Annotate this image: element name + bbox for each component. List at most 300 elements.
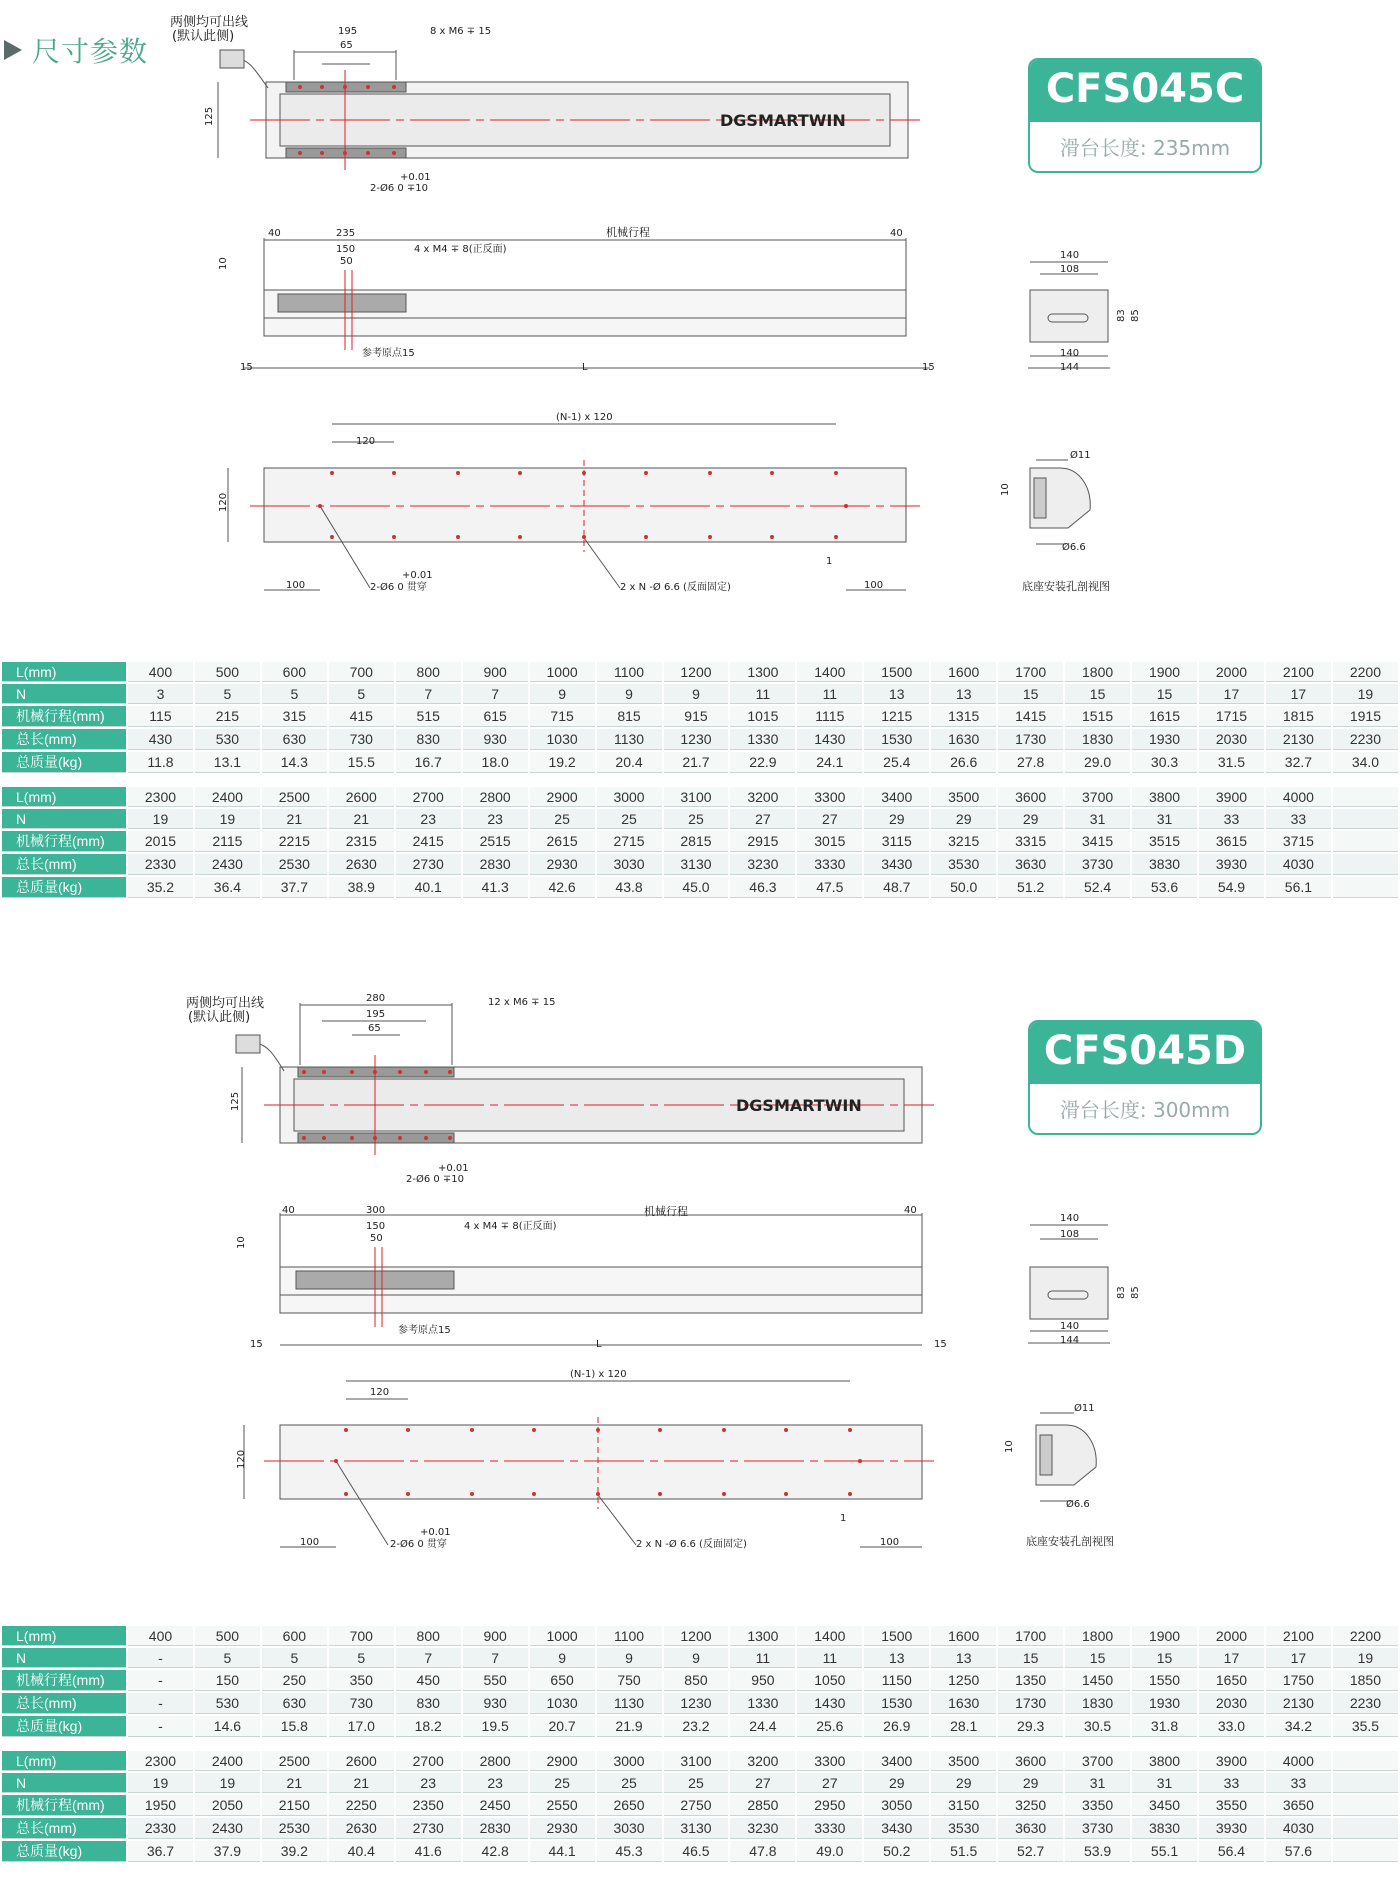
table-cell: 3630 bbox=[998, 854, 1063, 875]
table-cell: 25.4 bbox=[864, 752, 929, 773]
brand-logo: DGSMARTWIN bbox=[736, 1096, 862, 1115]
table-cell: 33 bbox=[1199, 809, 1264, 829]
table-cell: 2100 bbox=[1266, 662, 1331, 682]
table-cell: 2015 bbox=[128, 831, 193, 852]
pin-note: 2-Ø6 0 ∓10 bbox=[406, 1174, 465, 1185]
table-cell: 32.7 bbox=[1266, 752, 1331, 773]
bv-100a: 100 bbox=[300, 1537, 320, 1548]
table-cell: 15.8 bbox=[262, 1716, 327, 1737]
ev-140b: 140 bbox=[1060, 348, 1080, 359]
table-cell: 3200 bbox=[730, 787, 795, 807]
table-cell bbox=[1333, 831, 1398, 852]
ev-140: 140 bbox=[1060, 1213, 1080, 1224]
table-cell: 5 bbox=[329, 684, 394, 704]
table-cell: 2300 bbox=[128, 1751, 193, 1771]
table-cell: 51.5 bbox=[931, 1841, 996, 1862]
table-cell: 2600 bbox=[329, 1751, 394, 1771]
table-cell: 33 bbox=[1266, 809, 1331, 829]
table-cell: 19.5 bbox=[463, 1716, 528, 1737]
row-header: L(mm) bbox=[2, 662, 126, 682]
table-cell: 29 bbox=[864, 1773, 929, 1793]
bv-h120: 120 bbox=[218, 492, 229, 512]
table-cell: 1000 bbox=[530, 662, 595, 682]
table-cell: 19 bbox=[195, 1773, 260, 1793]
table-cell: 45.3 bbox=[597, 1841, 662, 1862]
table-cell: 7 bbox=[396, 1648, 461, 1668]
sv-d10: 10 bbox=[1004, 1440, 1015, 1453]
side-holes: 4 x M4 ∓ 8(正反面) bbox=[464, 1221, 557, 1232]
table-cell: 1550 bbox=[1132, 1670, 1197, 1691]
table-cell: 15.5 bbox=[329, 752, 394, 773]
table-cell: 9 bbox=[530, 684, 595, 704]
table-cell: 17 bbox=[1266, 1648, 1331, 1668]
table-cell: 3450 bbox=[1132, 1795, 1197, 1816]
table-cell: 9 bbox=[597, 684, 662, 704]
cable-note-2: (默认此侧) bbox=[172, 29, 235, 44]
table-cell: 650 bbox=[530, 1670, 595, 1691]
table-cell: 3630 bbox=[998, 1818, 1063, 1839]
dim-195: 195 bbox=[338, 26, 358, 37]
table-cell: 56.1 bbox=[1266, 877, 1331, 898]
table-cell: 3415 bbox=[1065, 831, 1130, 852]
height-125: 125 bbox=[204, 106, 215, 126]
table-cell: 950 bbox=[730, 1670, 795, 1691]
row-header: 机械行程(mm) bbox=[2, 706, 126, 727]
table-cell: 2750 bbox=[664, 1795, 729, 1816]
table-cell: 19 bbox=[195, 809, 260, 829]
spec-table-c1 bbox=[0, 660, 1400, 775]
table-cell: 46.3 bbox=[730, 877, 795, 898]
table-cell: 2450 bbox=[463, 1795, 528, 1816]
table-cell: 1200 bbox=[664, 1626, 729, 1646]
table-cell: 1800 bbox=[1065, 662, 1130, 682]
table-cell: 3715 bbox=[1266, 831, 1331, 852]
table-cell: 27 bbox=[730, 1773, 795, 1793]
bv-1: 1 bbox=[840, 1513, 847, 1524]
table-cell: 1500 bbox=[864, 662, 929, 682]
table-cell: 21.7 bbox=[664, 752, 729, 773]
table-cell: 9 bbox=[530, 1648, 595, 1668]
sv-d11: Ø11 bbox=[1074, 1403, 1095, 1414]
table-cell: 5 bbox=[262, 1648, 327, 1668]
table-cell: 800 bbox=[396, 1626, 461, 1646]
table-cell: 2700 bbox=[396, 787, 461, 807]
spec-table-c2 bbox=[0, 785, 1400, 900]
table-cell: 42.6 bbox=[530, 877, 595, 898]
table-cell: 18.2 bbox=[396, 1716, 461, 1737]
table-cell: 700 bbox=[329, 1626, 394, 1646]
table-cell: 1650 bbox=[1199, 1670, 1264, 1691]
d10: 10 bbox=[218, 257, 229, 270]
table-cell: 3030 bbox=[597, 854, 662, 875]
model-name: CFS045C bbox=[1030, 60, 1260, 122]
table-cell: 2650 bbox=[597, 1795, 662, 1816]
table-cell: 2615 bbox=[530, 831, 595, 852]
bv-pitch: (N-1) x 120 bbox=[556, 412, 613, 423]
bv-pin: 2-Ø6 0 贯穿 bbox=[390, 1539, 447, 1550]
table-cell: 2830 bbox=[463, 854, 528, 875]
table-cell: 500 bbox=[195, 1626, 260, 1646]
table-cell bbox=[1333, 1751, 1398, 1771]
table-cell: 1800 bbox=[1065, 1626, 1130, 1646]
bv-120: 120 bbox=[370, 1387, 390, 1398]
table-cell: 2530 bbox=[262, 1818, 327, 1839]
table-cell: 2315 bbox=[329, 831, 394, 852]
table-cell: 250 bbox=[262, 1670, 327, 1691]
table-cell: 730 bbox=[329, 1693, 394, 1714]
table-cell: 25 bbox=[597, 809, 662, 829]
table-cell: 2800 bbox=[463, 787, 528, 807]
table-cell: 5 bbox=[262, 684, 327, 704]
sv-d66: Ø6.6 bbox=[1066, 1499, 1090, 1510]
table-cell: 830 bbox=[396, 729, 461, 750]
table-cell: 2915 bbox=[730, 831, 795, 852]
table-cell: 3930 bbox=[1199, 1818, 1264, 1839]
table-cell: 29.3 bbox=[998, 1716, 1063, 1737]
tol: +0.01 bbox=[438, 1163, 469, 1174]
table-cell: 17 bbox=[1266, 684, 1331, 704]
table-cell: 1700 bbox=[998, 662, 1063, 682]
bv-tol: +0.01 bbox=[420, 1527, 451, 1538]
table-cell: 1430 bbox=[797, 1693, 862, 1714]
bv-120: 120 bbox=[356, 436, 376, 447]
table-cell: 315 bbox=[262, 706, 327, 727]
table-cell: 2900 bbox=[530, 1751, 595, 1771]
table-cell: 44.1 bbox=[530, 1841, 595, 1862]
ref-origin: 参考原点15 bbox=[362, 348, 415, 359]
table-cell: 3300 bbox=[797, 1751, 862, 1771]
d15b: 15 bbox=[934, 1339, 947, 1350]
d10: 10 bbox=[236, 1236, 247, 1249]
tol: +0.01 bbox=[400, 172, 431, 183]
bottom-view bbox=[228, 424, 920, 590]
table-cell: 41.3 bbox=[463, 877, 528, 898]
table-cell: 3250 bbox=[998, 1795, 1063, 1816]
table-cell: 550 bbox=[463, 1670, 528, 1691]
table-cell: 1915 bbox=[1333, 706, 1398, 727]
stroke: 机械行程 bbox=[606, 226, 650, 239]
table-cell: - bbox=[128, 1648, 193, 1668]
table-cell: 2130 bbox=[1266, 729, 1331, 750]
table-cell: 51.2 bbox=[998, 877, 1063, 898]
table-cell: 730 bbox=[329, 729, 394, 750]
table-cell: 13 bbox=[931, 1648, 996, 1668]
row-header: L(mm) bbox=[2, 1626, 126, 1646]
table-cell: 48.7 bbox=[864, 877, 929, 898]
L: L bbox=[582, 362, 588, 373]
table-cell: 4000 bbox=[1266, 787, 1331, 807]
table-cell: 1530 bbox=[864, 729, 929, 750]
table-cell: 1130 bbox=[597, 1693, 662, 1714]
table-cell: 35.2 bbox=[128, 877, 193, 898]
table-cell: 27 bbox=[730, 809, 795, 829]
table-cell: 52.7 bbox=[998, 1841, 1063, 1862]
table-cell: 1600 bbox=[931, 662, 996, 682]
bv-h120: 120 bbox=[236, 1449, 247, 1469]
table-cell: 2030 bbox=[1199, 1693, 1264, 1714]
table-cell: 2400 bbox=[195, 1751, 260, 1771]
table-cell: 15 bbox=[1065, 684, 1130, 704]
table-cell: 2815 bbox=[664, 831, 729, 852]
table-cell: 45.0 bbox=[664, 877, 729, 898]
table-cell: 2330 bbox=[128, 854, 193, 875]
table-cell: 3130 bbox=[664, 854, 729, 875]
table-cell: 2115 bbox=[195, 831, 260, 852]
table-cell: 1815 bbox=[1266, 706, 1331, 727]
table-cell: 115 bbox=[128, 706, 193, 727]
table-cell: 38.9 bbox=[329, 877, 394, 898]
table-cell: 2130 bbox=[1266, 1693, 1331, 1714]
table-cell: 53.9 bbox=[1065, 1841, 1130, 1862]
table-cell: 3830 bbox=[1132, 854, 1197, 875]
table-cell: 1600 bbox=[931, 1626, 996, 1646]
table-cell: 3330 bbox=[797, 1818, 862, 1839]
table-cell: 2830 bbox=[463, 1818, 528, 1839]
table-cell: 3530 bbox=[931, 854, 996, 875]
table-cell: 5 bbox=[329, 1648, 394, 1668]
table-cell bbox=[1333, 1818, 1398, 1839]
table-cell: 23.2 bbox=[664, 1716, 729, 1737]
table-cell: 19 bbox=[128, 809, 193, 829]
table-cell: 3500 bbox=[931, 787, 996, 807]
table-cell: 30.3 bbox=[1132, 752, 1197, 773]
side-holes: 4 x M4 ∓ 8(正反面) bbox=[414, 244, 507, 255]
d150: 150 bbox=[366, 1221, 386, 1232]
table-cell: 815 bbox=[597, 706, 662, 727]
table-cell: 20.7 bbox=[530, 1716, 595, 1737]
table-cell: 31 bbox=[1132, 1773, 1197, 1793]
table-cell: 3800 bbox=[1132, 787, 1197, 807]
sv-d10: 10 bbox=[1000, 483, 1011, 496]
table-cell: 750 bbox=[597, 1670, 662, 1691]
table-cell: 1430 bbox=[797, 729, 862, 750]
table-cell: 14.6 bbox=[195, 1716, 260, 1737]
table-cell: 1500 bbox=[864, 1626, 929, 1646]
table-cell: 1150 bbox=[864, 1670, 929, 1691]
table-cell: 15 bbox=[998, 684, 1063, 704]
table-cell: 2715 bbox=[597, 831, 662, 852]
table-cell: 28.1 bbox=[931, 1716, 996, 1737]
table-cell: 31 bbox=[1065, 1773, 1130, 1793]
table-cell: 3100 bbox=[664, 1751, 729, 1771]
table-cell: 1415 bbox=[998, 706, 1063, 727]
table-cell: 1515 bbox=[1065, 706, 1130, 727]
table-cell: 31 bbox=[1065, 809, 1130, 829]
table-cell: 9 bbox=[664, 1648, 729, 1668]
table-cell: 2900 bbox=[530, 787, 595, 807]
table-cell: 1630 bbox=[931, 729, 996, 750]
table-cell: 16.7 bbox=[396, 752, 461, 773]
table-cell: 1100 bbox=[597, 662, 662, 682]
table-cell: 350 bbox=[329, 1670, 394, 1691]
table-cell: 150 bbox=[195, 1670, 260, 1691]
row-header: 总质量(kg) bbox=[2, 1841, 126, 1862]
table-cell bbox=[1333, 1841, 1398, 1862]
table-cell: 3615 bbox=[1199, 831, 1264, 852]
table-cell: 1930 bbox=[1132, 729, 1197, 750]
row-header: 总长(mm) bbox=[2, 729, 126, 750]
slide-length: 滑台长度: 235mm bbox=[1059, 136, 1231, 160]
table-cell: 33 bbox=[1266, 1773, 1331, 1793]
table-cell: 1750 bbox=[1266, 1670, 1331, 1691]
table-cell: 3130 bbox=[664, 1818, 729, 1839]
table-cell: 2230 bbox=[1333, 1693, 1398, 1714]
table-cell: 1350 bbox=[998, 1670, 1063, 1691]
table-cell: 13 bbox=[864, 684, 929, 704]
table-cell: 17 bbox=[1199, 1648, 1264, 1668]
table-cell: 2215 bbox=[262, 831, 327, 852]
d15a: 15 bbox=[240, 362, 253, 373]
row-header: L(mm) bbox=[2, 787, 126, 807]
table-cell: 11 bbox=[730, 684, 795, 704]
row-header: 机械行程(mm) bbox=[2, 1670, 126, 1691]
table-cell: 1615 bbox=[1132, 706, 1197, 727]
table-cell: - bbox=[128, 1716, 193, 1737]
table-cell: 54.9 bbox=[1199, 877, 1264, 898]
table-cell: 1315 bbox=[931, 706, 996, 727]
table-cell: 1730 bbox=[998, 729, 1063, 750]
table-cell: 3700 bbox=[1065, 787, 1130, 807]
row-header: N bbox=[2, 1648, 126, 1668]
d40a: 40 bbox=[268, 228, 281, 239]
table-cell: 15 bbox=[1132, 684, 1197, 704]
table-cell: 1050 bbox=[797, 1670, 862, 1691]
table-cell: 2950 bbox=[797, 1795, 862, 1816]
table-cell: 17 bbox=[1199, 684, 1264, 704]
table-cell: 850 bbox=[664, 1670, 729, 1691]
table-cell: 37.7 bbox=[262, 877, 327, 898]
table-cell: 55.1 bbox=[1132, 1841, 1197, 1862]
table-cell: 29 bbox=[998, 809, 1063, 829]
section-view bbox=[1036, 1413, 1096, 1501]
table-cell: 7 bbox=[396, 684, 461, 704]
table-cell: 5 bbox=[195, 684, 260, 704]
table-cell: 1015 bbox=[730, 706, 795, 727]
table-cell: 31.8 bbox=[1132, 1716, 1197, 1737]
table-cell: 11.8 bbox=[128, 752, 193, 773]
table-cell: 1930 bbox=[1132, 1693, 1197, 1714]
table-cell: 2300 bbox=[128, 787, 193, 807]
row-header: N bbox=[2, 684, 126, 704]
table-cell: 600 bbox=[262, 662, 327, 682]
row-header: N bbox=[2, 1773, 126, 1793]
table-cell: 53.6 bbox=[1132, 877, 1197, 898]
drawing-cfs045d bbox=[0, 963, 1400, 1583]
table-cell: 3330 bbox=[797, 854, 862, 875]
row-header: 机械行程(mm) bbox=[2, 831, 126, 852]
table-cell: 21 bbox=[329, 1773, 394, 1793]
table-cell: - bbox=[128, 1693, 193, 1714]
table-cell: 2415 bbox=[396, 831, 461, 852]
table-cell: 2000 bbox=[1199, 662, 1264, 682]
table-cell: 2700 bbox=[396, 1751, 461, 1771]
table-cell: 2230 bbox=[1333, 729, 1398, 750]
table-cell: 4030 bbox=[1266, 854, 1331, 875]
table-cell: 4030 bbox=[1266, 1818, 1331, 1839]
table-cell: 24.4 bbox=[730, 1716, 795, 1737]
table-cell: 1850 bbox=[1333, 1670, 1398, 1691]
table-cell: 15 bbox=[998, 1648, 1063, 1668]
table-cell: 30.5 bbox=[1065, 1716, 1130, 1737]
table-cell: 2930 bbox=[530, 1818, 595, 1839]
table-cell: 3430 bbox=[864, 1818, 929, 1839]
section-view bbox=[1030, 460, 1090, 544]
table-cell: 36.4 bbox=[195, 877, 260, 898]
bv-100b: 100 bbox=[880, 1537, 900, 1548]
table-cell: 2030 bbox=[1199, 729, 1264, 750]
table-cell: 430 bbox=[128, 729, 193, 750]
table-cell: 13 bbox=[931, 684, 996, 704]
table-cell: 2600 bbox=[329, 787, 394, 807]
table-cell: 2730 bbox=[396, 1818, 461, 1839]
table-cell: 34.0 bbox=[1333, 752, 1398, 773]
table-cell: 21.9 bbox=[597, 1716, 662, 1737]
d15a: 15 bbox=[250, 1339, 263, 1350]
table-cell: 400 bbox=[128, 662, 193, 682]
table-cell: 2250 bbox=[329, 1795, 394, 1816]
table-cell: 1530 bbox=[864, 1693, 929, 1714]
table-cell: 515 bbox=[396, 706, 461, 727]
table-cell: 19.2 bbox=[530, 752, 595, 773]
ref-origin: 参考原点15 bbox=[398, 1325, 451, 1336]
table-cell: 52.4 bbox=[1065, 877, 1130, 898]
table-cell: 26.6 bbox=[931, 752, 996, 773]
table-cell: 3050 bbox=[864, 1795, 929, 1816]
ev-85: 85 bbox=[1130, 1286, 1141, 1299]
table-cell: 5 bbox=[195, 1648, 260, 1668]
table-cell: 2200 bbox=[1333, 1626, 1398, 1646]
table-cell: 1200 bbox=[664, 662, 729, 682]
table-cell: 1900 bbox=[1132, 662, 1197, 682]
table-cell: 18.0 bbox=[463, 752, 528, 773]
table-cell: 1130 bbox=[597, 729, 662, 750]
table-cell bbox=[1333, 854, 1398, 875]
table-cell: 2930 bbox=[530, 854, 595, 875]
row-header: 总质量(kg) bbox=[2, 752, 126, 773]
table-cell: 40.4 bbox=[329, 1841, 394, 1862]
top-view bbox=[236, 1003, 934, 1155]
table-cell: 2630 bbox=[329, 1818, 394, 1839]
table-cell: 31 bbox=[1132, 809, 1197, 829]
table-cell: 34.2 bbox=[1266, 1716, 1331, 1737]
dim-280: 280 bbox=[366, 993, 386, 1004]
table-cell: 2430 bbox=[195, 854, 260, 875]
table-cell: 29 bbox=[864, 809, 929, 829]
table-cell: 400 bbox=[128, 1626, 193, 1646]
table-cell: 47.5 bbox=[797, 877, 862, 898]
table-cell: 1830 bbox=[1065, 729, 1130, 750]
table-cell: 3000 bbox=[597, 1751, 662, 1771]
table-cell: 25.6 bbox=[797, 1716, 862, 1737]
table-cell: 25 bbox=[597, 1773, 662, 1793]
table-cell: 57.6 bbox=[1266, 1841, 1331, 1862]
table-cell: 36.7 bbox=[128, 1841, 193, 1862]
table-cell: 3400 bbox=[864, 1751, 929, 1771]
table-cell: 49.0 bbox=[797, 1841, 862, 1862]
table-cell bbox=[1333, 1795, 1398, 1816]
table-cell: 3600 bbox=[998, 1751, 1063, 1771]
bv-1: 1 bbox=[826, 556, 833, 567]
table-cell: 1900 bbox=[1132, 1626, 1197, 1646]
table-cell: 1300 bbox=[730, 662, 795, 682]
table-cell: 1250 bbox=[931, 1670, 996, 1691]
model-name: CFS045D bbox=[1030, 1022, 1260, 1084]
table-cell: 15 bbox=[1065, 1648, 1130, 1668]
height-125: 125 bbox=[230, 1091, 241, 1111]
table-cell: 3730 bbox=[1065, 854, 1130, 875]
brand-logo: DGSMARTWIN bbox=[720, 111, 846, 130]
table-cell: 3515 bbox=[1132, 831, 1197, 852]
